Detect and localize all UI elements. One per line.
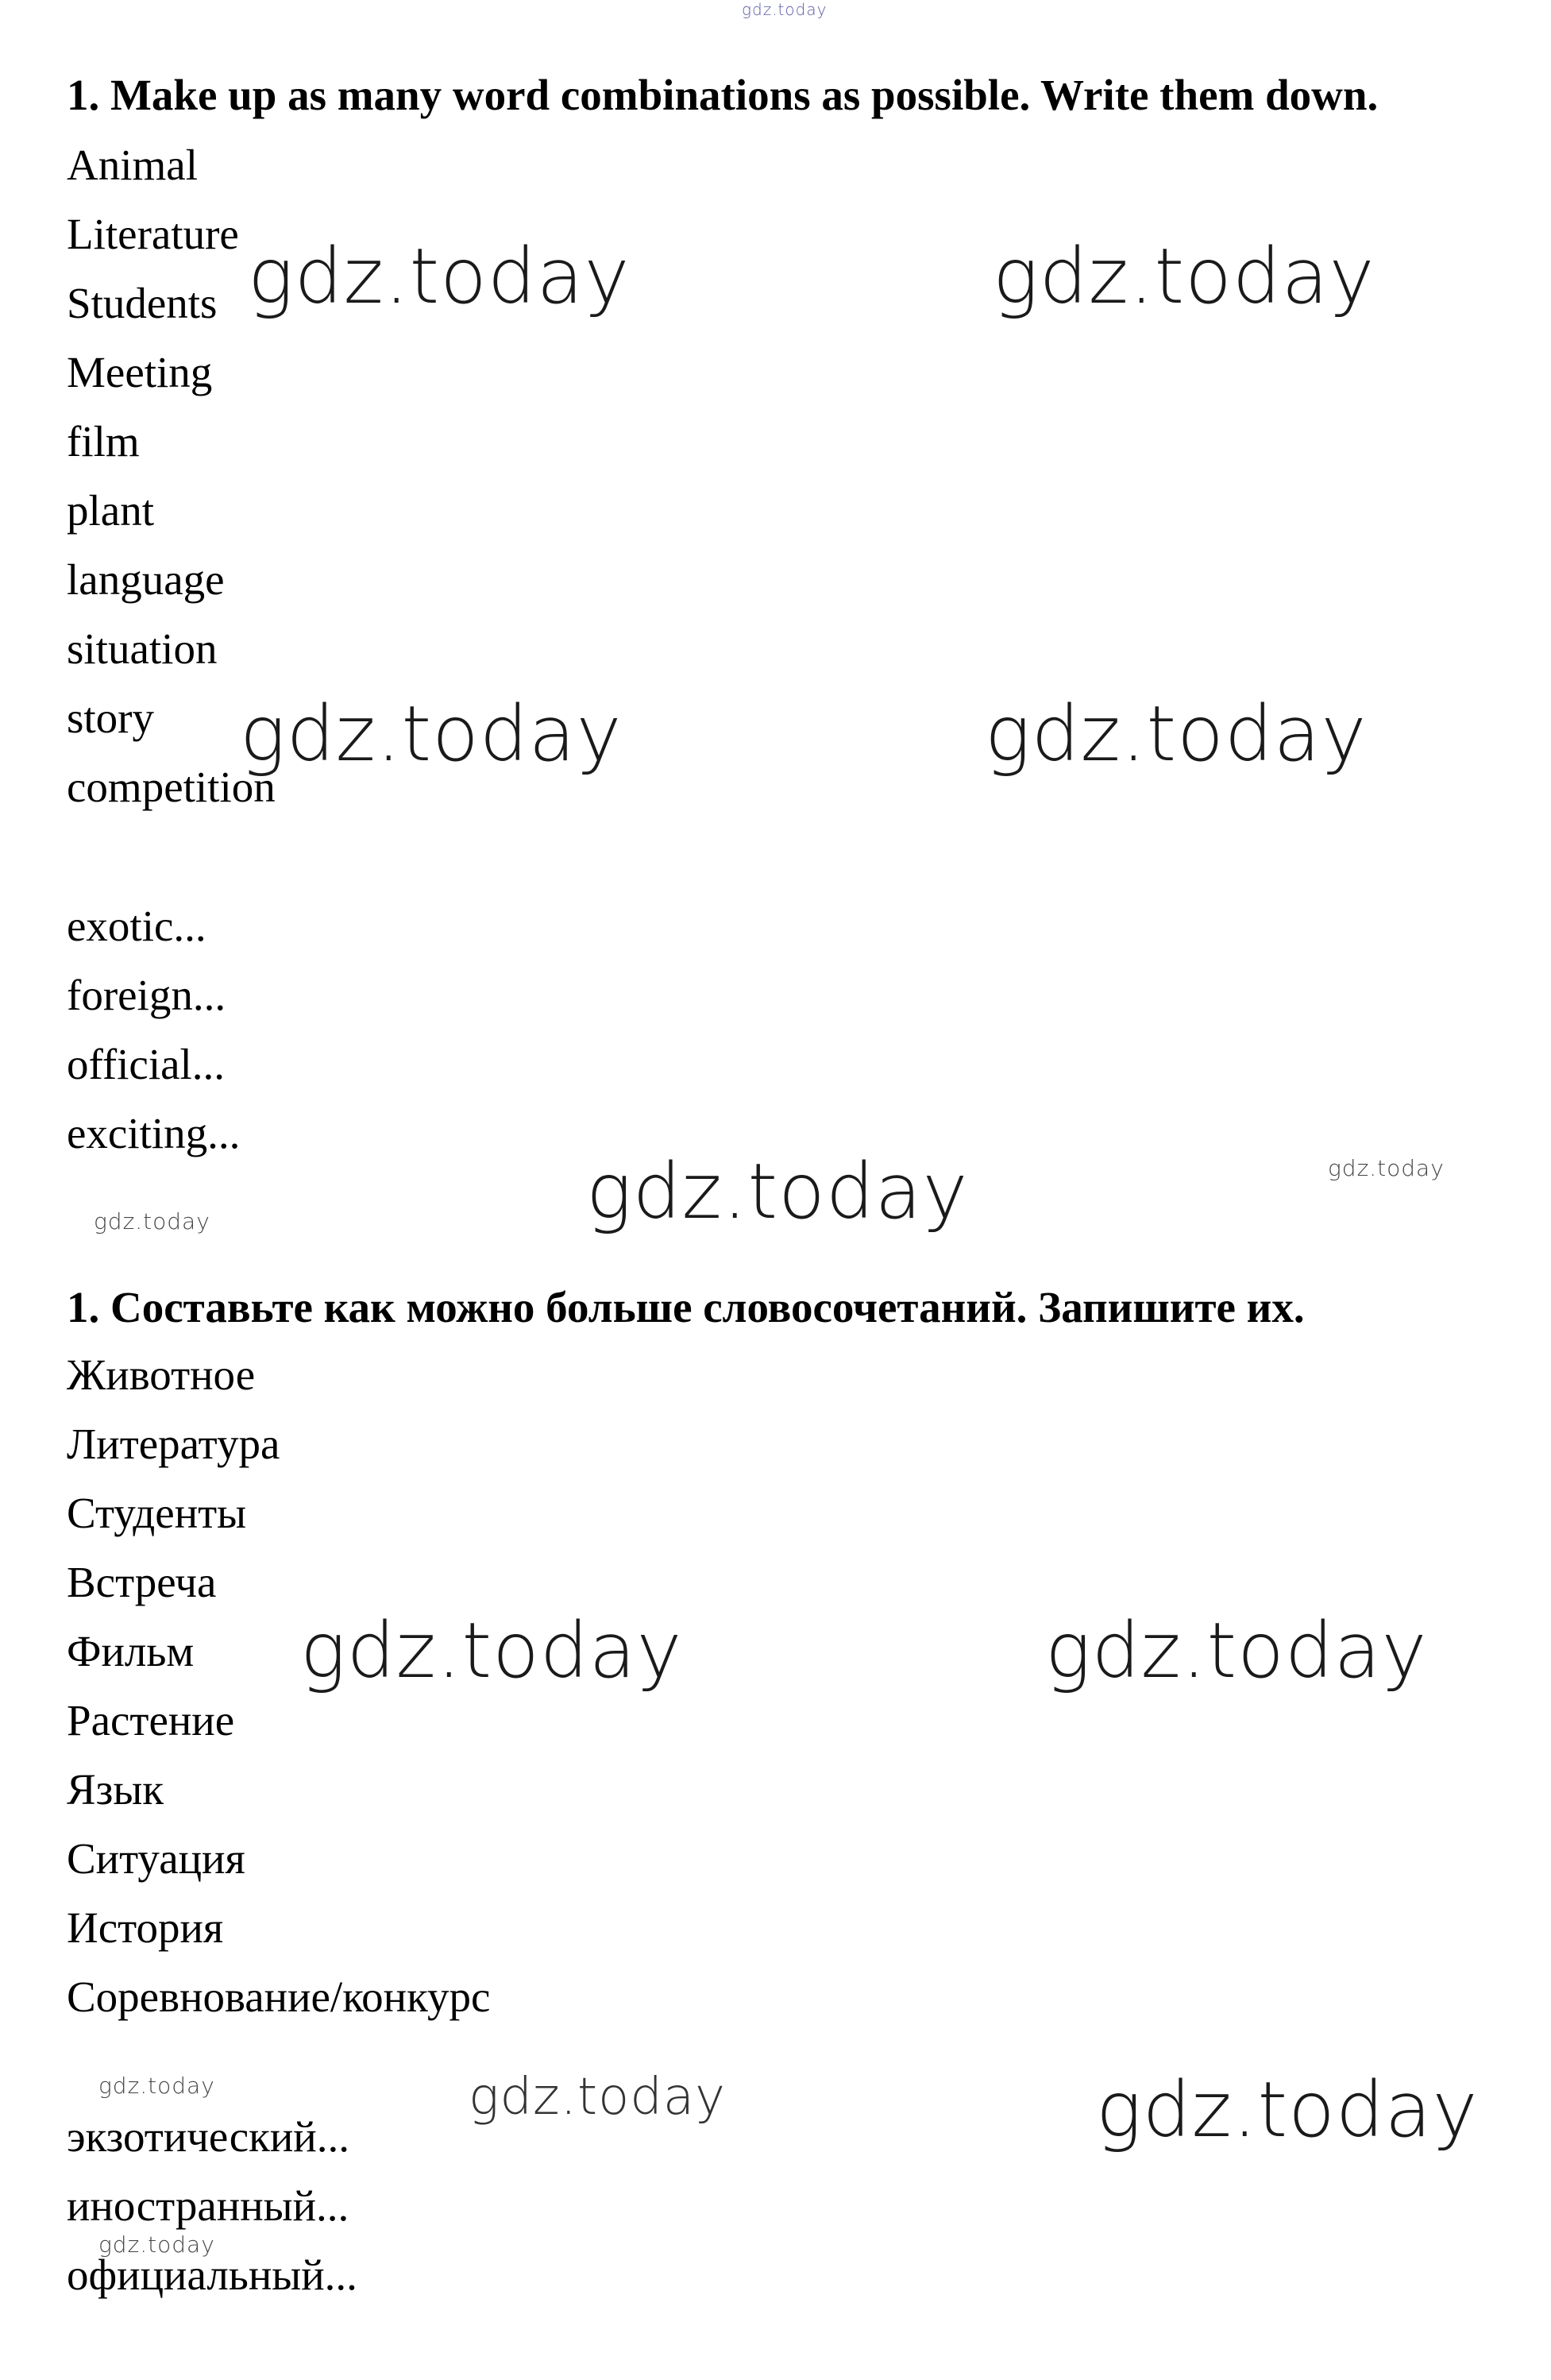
watermark: gdz.today <box>985 690 1368 779</box>
watermark: gdz.today <box>1328 1155 1445 1181</box>
english-heading: 1. Make up as many word combinations as possible. Write them down. <box>67 71 1379 119</box>
russian-adjective-exotic: экзотический... <box>67 2112 349 2161</box>
watermark: gdz.today <box>98 2073 215 2099</box>
english-noun-story: story <box>67 694 154 742</box>
watermark: gdz.today <box>300 1606 683 1695</box>
english-noun-literature: Literature <box>67 210 239 258</box>
russian-noun-situation: Ситуация <box>67 1834 245 1883</box>
watermark: gdz.today <box>94 1208 210 1234</box>
english-noun-competition: competition <box>67 763 276 811</box>
russian-noun-language: Язык <box>67 1765 164 1814</box>
russian-noun-plant: Растение <box>67 1696 235 1744</box>
watermark: gdz.today <box>1045 1606 1428 1695</box>
english-adjective-exciting: exciting... <box>67 1109 241 1157</box>
watermark: gdz.today <box>993 232 1375 321</box>
english-noun-language: language <box>67 555 225 604</box>
english-noun-situation: situation <box>67 624 218 673</box>
russian-noun-meeting: Встреча <box>67 1558 217 1606</box>
russian-noun-film: Фильм <box>67 1627 195 1675</box>
english-noun-meeting: Meeting <box>67 348 213 396</box>
watermark: gdz.today <box>742 0 828 19</box>
english-noun-students: Students <box>67 279 218 327</box>
russian-noun-literature: Литература <box>67 1420 280 1468</box>
watermark: gdz.today <box>98 2231 215 2258</box>
english-noun-plant: plant <box>67 486 154 535</box>
english-noun-film: film <box>67 417 140 466</box>
watermark: gdz.today <box>1096 2065 1479 2154</box>
watermark: gdz.today <box>248 232 631 321</box>
watermark: gdz.today <box>469 2068 726 2127</box>
english-adjective-foreign: foreign... <box>67 971 226 1019</box>
english-adjective-official: official... <box>67 1040 226 1088</box>
watermark: gdz.today <box>586 1147 969 1236</box>
watermark: gdz.today <box>240 690 623 779</box>
english-noun-animal: Animal <box>67 141 198 189</box>
russian-noun-story: История <box>67 1903 224 1952</box>
russian-adjective-foreign: иностранный... <box>67 2181 349 2230</box>
russian-noun-animal: Животное <box>67 1350 256 1399</box>
russian-adjective-official: официальный... <box>67 2251 357 2299</box>
russian-noun-students: Студенты <box>67 1489 247 1537</box>
russian-heading: 1. Составьте как можно больше словосочетаний. Запишите их. <box>67 1283 1305 1331</box>
russian-noun-competition: Соревнование/конкурс <box>67 1972 491 2021</box>
english-adjective-exotic: exotic... <box>67 902 206 950</box>
